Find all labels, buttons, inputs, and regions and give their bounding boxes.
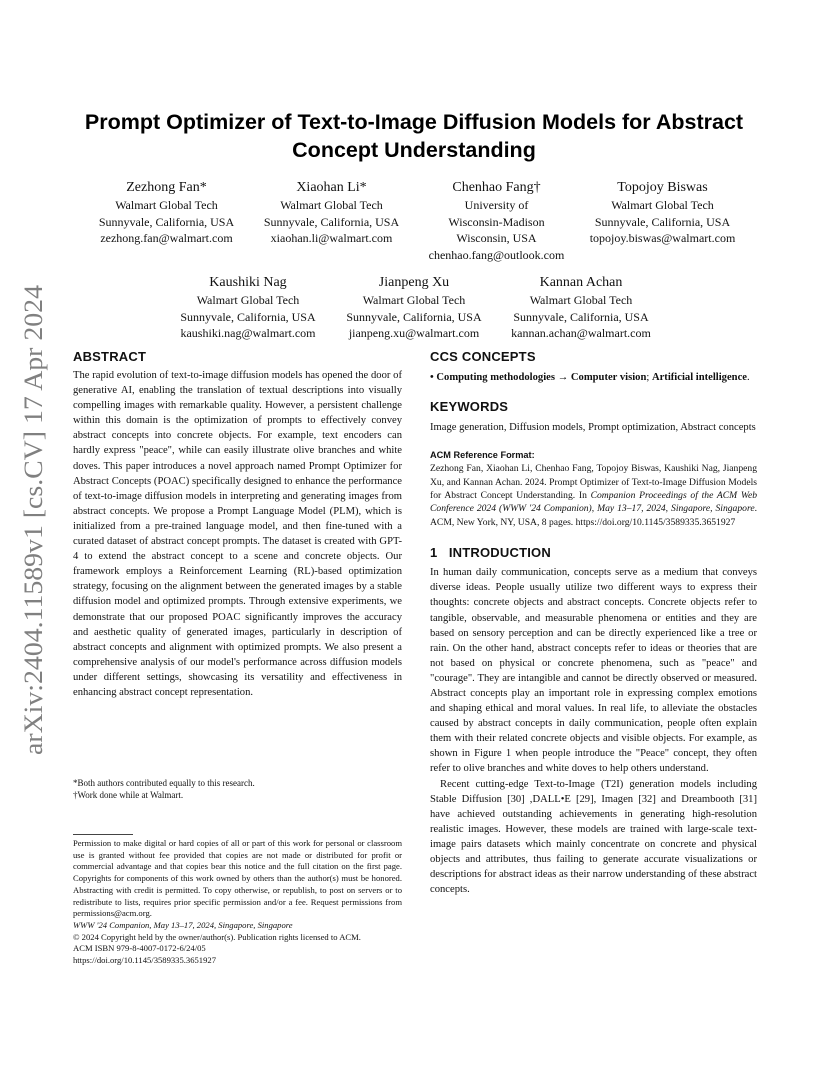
ccs-heading: CCS CONCEPTS: [430, 349, 536, 364]
ccs-text: [430, 370, 757, 385]
author-email[interactable]: jianpeng.xu@walmart.com: [348, 326, 480, 340]
author-email[interactable]: topojoy.biswas@walmart.com: [589, 231, 736, 245]
arxiv-stamp: [14, 285, 50, 755]
author-email[interactable]: zezhong.fan@walmart.com: [100, 231, 233, 245]
author-email[interactable]: kannan.achan@walmart.com: [511, 326, 651, 340]
title-line-2: Concept Understanding: [292, 138, 536, 162]
acm-ref-venue: Companion Proceedings of the ACM Web Conference 2024 (WWW '24 Companion), May 13–17, 2024, Singapore, Singapore: [430, 490, 758, 515]
footnote-equal-contribution: *Both authors contributed equally to this research.: [73, 778, 255, 788]
author-block: [165, 274, 331, 342]
acm-ref-authors: Zezhong Fan, Xiaohan Li, Chenhao Fang, Topojoy Biswas, Kaushiki Nag, Jianpeng Xu, and Kannan Achan. 2024. Prompt Optimizer of Text-to-Image Diffusion Models for Abstract Concept Understanding. In: [430, 463, 757, 501]
acm-ref-text: [430, 462, 757, 529]
right-column: [430, 349, 757, 897]
author-block: [414, 179, 579, 263]
author-email[interactable]: kaushiki.nag@walmart.com: [180, 326, 316, 340]
author-affiliation: Walmart Global Tech: [280, 198, 383, 212]
author-email[interactable]: chenhao.fang@outlook.com: [428, 247, 565, 262]
author-email[interactable]: xiaohan.li@walmart.com: [270, 231, 393, 245]
keywords-text: Image generation, Diffusion models, Prompt optimization, Abstract concepts: [430, 422, 756, 434]
author-block: [580, 179, 745, 247]
intro-heading: 1 INTRODUCTION: [430, 545, 551, 561]
author-block: [249, 179, 414, 247]
permission-copyright: © 2024 Copyright held by the owner/author(s). Publication rights licensed to ACM.: [73, 931, 361, 942]
author-location: Sunnyvale, California, USA: [180, 309, 316, 324]
permission-isbn: ACM ISBN 979-8-4007-0172-6/24/05: [73, 943, 206, 954]
ccs-item-vision: Computer vision: [570, 372, 647, 383]
footnotes: [73, 777, 402, 802]
footnote-rule: [73, 834, 133, 835]
author-location: Sunnyvale, California, USA: [98, 214, 235, 229]
ccs-item-computing: Computing methodologies: [436, 372, 555, 383]
author-name: Jianpeng Xu: [378, 275, 450, 290]
author-affiliation: Walmart Global Tech: [196, 293, 300, 307]
author-affiliation: University of: [464, 198, 529, 212]
footnote-walmart: †Work done while at Walmart.: [73, 790, 184, 801]
author-name: Chenhao Fang†: [452, 180, 541, 195]
ccs-arrow: →: [557, 372, 569, 383]
keywords-heading: KEYWORDS: [430, 399, 509, 415]
permission-block: [73, 838, 402, 967]
ccs-item-ai: Artificial intelligence: [651, 372, 747, 383]
author-location: Sunnyvale, California, USA: [263, 214, 400, 229]
author-affiliation: Walmart Global Tech: [115, 198, 218, 212]
acm-ref-tail: . ACM, New York, NY, USA, 8 pages. https://doi.org/10.1145/3589335.3651927: [430, 503, 757, 528]
author-location: Wisconsin, USA: [456, 231, 537, 245]
abstract-text: The rapid evolution of text-to-image diffusion models has opened the door of generative AI, enabling the translation of textual descriptions into visually compelling images with remarkable quality. However, a persistent challenge within this domain is the optimization of prompts to effectively convey abstract concepts into concrete objects. For example, text encoders can hardly express "peace", while can easily illustrate olive branches and white doves. This paper introduces a novel approach named Prompt Optimizer for Abstract Concepts (POAC) specifically designed to enhance the performance of text-to-image diffusion models in interpreting and generating images from abstract concepts. We propose a Prompt Language Model (PLM), which is initialized from a pre-trained language model, and then fine-tuned with a curated dataset of abstract concept prompts. The dataset is created with GPT-4 to extend the abstract concept to a scene and concrete objects. Our framework employs a Reinforcement Learning (RL)-based optimization strategy, focusing on the alignment between the generated images by a stable diffusion model and optimized prompts. Through extensive experiments, we demonstrate that our proposed POAC significantly improves the accuracy and aesthetic quality of generated images, particularly in description of abstract concepts and alignment with optimized prompts. We also present a comprehensive analysis of our model's performance across diffusion models under different settings, showcasing its versatility and effectiveness in enhancing abstract concept representation.: [73, 370, 402, 698]
permission-venue: WWW '24 Companion, May 13–17, 2024, Singapore, Singapore: [73, 919, 293, 930]
author-affiliation: Wisconsin-Madison: [448, 214, 545, 229]
acm-ref-heading: ACM Reference Format:: [430, 450, 535, 461]
arxiv-stamp-text: arXiv:2404.11589v1 [cs.CV] 17 Apr 2024: [19, 315, 48, 755]
author-block: [84, 179, 249, 247]
author-location: Sunnyvale, California, USA: [513, 309, 649, 324]
author-affiliation: Walmart Global Tech: [611, 198, 714, 212]
title-line-1: Prompt Optimizer of Text-to-Image Diffusion Models for Abstract: [84, 110, 744, 134]
author-location: Sunnyvale, California, USA: [594, 214, 731, 229]
author-affiliation: Walmart Global Tech: [362, 293, 466, 307]
author-name: Topojoy Biswas: [617, 180, 708, 195]
ccs-bullet: •: [430, 372, 434, 383]
abstract-section: [73, 349, 402, 700]
intro-paragraph-1: In human daily communication, concepts serve as a medium that conveys diverse ideas. People usually utilize two different ways to express their thoughts: concrete objects and abstract concepts. Concrete objects refer to tangible, observable, and measurable phenomena or entities and they are based on sensory perception and can be directly experienced like a tree or rain. On the other hand, abstract concepts refer to ideas or theories that are not based on physical or concrete phenomena, such as "peace" and "courage". They are intangible and cannot be directly observed or measured. Abstract concepts play an important role in expressing complex emotions and shaping ethical and moral values. In real life, to alleviate the obstacles caused by abstract concepts in daily communication, people often explain them with their related concrete objects and visible objects. For example, as shown in Figure 1 when people introduce the "Peace" concept, they often refer to olive branches and white doves to help others understand.: [430, 567, 757, 775]
author-name: Xiaohan Li*: [296, 180, 367, 195]
intro-paragraph-2: Recent cutting-edge Text-to-Image (T2I) generation models including Stable Diffusion [30] ,DALL•E [29], Imagen [32] and Dreambooth [31] have achieved outstanding achievements in generating high-resolution realistic images. However, these models are trained with large-scale text-image pairs datasets which mainly concentrate on concrete and physical objects and attributes, thus failing to generate accurate visualizations or descriptions for abstract ideas as their narrow understanding of these abstract concepts.: [430, 778, 757, 896]
author-name: Kannan Achan: [539, 275, 623, 290]
permission-text: Permission to make digital or hard copies of all or part of this work for personal or classroom use is granted without fee provided that copies are not made or distributed for profit or commercial advantage and that copies bear this notice and the full citation on the first page. Copyrights for components of this work owned by others than the author(s) must be honored. Abstracting with credit is permitted. To copy otherwise, or republish, to post on servers or to redistribute to lists, requires prior specific permission and/or a fee. Request permissions from permissions@acm.org.: [73, 838, 402, 919]
author-name: Zezhong Fan*: [126, 180, 207, 195]
author-affiliation: Walmart Global Tech: [529, 293, 633, 307]
abstract-heading: ABSTRACT: [73, 349, 147, 364]
paper-title: [60, 108, 768, 164]
ccs-separator: ;: [646, 372, 650, 383]
author-block: [331, 274, 497, 342]
permission-doi[interactable]: https://doi.org/10.1145/3589335.3651927: [73, 955, 216, 966]
author-location: Sunnyvale, California, USA: [346, 309, 482, 324]
author-block: [498, 274, 664, 342]
author-name: Kaushiki Nag: [209, 275, 287, 290]
ccs-end: .: [746, 372, 750, 383]
